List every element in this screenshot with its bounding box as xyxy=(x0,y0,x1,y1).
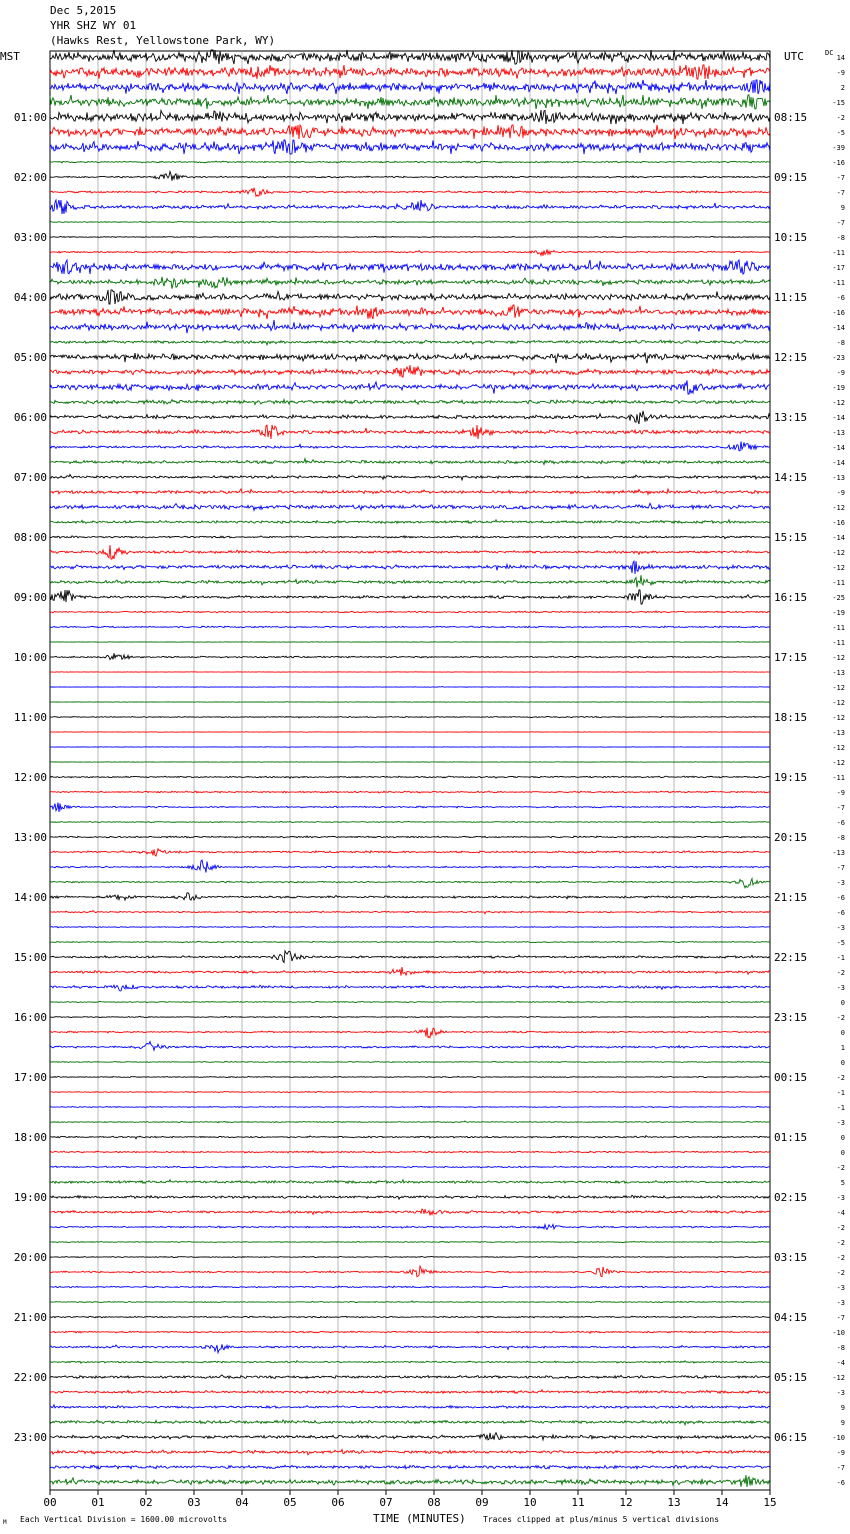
seismic-trace xyxy=(50,400,770,405)
dc-offset-value: -14 xyxy=(832,444,845,452)
seismic-trace xyxy=(50,520,770,524)
dc-offset-value: -11 xyxy=(832,774,845,782)
seismic-trace xyxy=(50,941,770,942)
dc-offset-value: -7 xyxy=(836,189,845,197)
dc-offset-value: -7 xyxy=(836,804,845,812)
dc-offset-value: 2 xyxy=(840,84,845,92)
seismic-trace xyxy=(50,791,770,793)
seismic-trace xyxy=(50,1405,770,1409)
seismic-trace xyxy=(50,1286,770,1288)
seismic-trace xyxy=(50,249,770,255)
seismic-trace xyxy=(50,380,770,394)
seismic-trace xyxy=(50,260,770,274)
right-hour-label: 18:15 xyxy=(774,711,808,724)
dc-offset-value: -14 xyxy=(832,459,845,467)
dc-offset-value: -13 xyxy=(832,669,845,677)
dc-offset-value: -12 xyxy=(832,714,845,722)
dc-offset-value: -10 xyxy=(832,1329,845,1337)
dc-offset-value: -2 xyxy=(836,1164,845,1172)
dc-offset-value: -9 xyxy=(836,69,845,77)
left-hour-label: 22:00 xyxy=(13,1371,47,1384)
seismic-trace xyxy=(50,110,770,124)
left-hour-label: 11:00 xyxy=(13,711,47,724)
seismic-trace xyxy=(50,1028,770,1038)
dc-offset-value: -13 xyxy=(832,474,845,482)
x-tick-label: 13 xyxy=(667,1496,681,1509)
left-hour-label: 02:00 xyxy=(13,171,47,184)
dc-offset-value: -12 xyxy=(832,684,845,692)
seismic-trace xyxy=(50,1433,770,1440)
right-hour-label: 13:15 xyxy=(774,411,808,424)
seismic-trace xyxy=(50,672,770,673)
dc-offset-value: -9 xyxy=(836,489,845,497)
dc-offset-value: -5 xyxy=(836,129,845,137)
dc-offset-value: -2 xyxy=(836,969,845,977)
seismic-trace xyxy=(50,1375,770,1379)
seismic-trace xyxy=(50,320,770,333)
seismic-trace xyxy=(50,340,770,345)
left-hour-label: 14:00 xyxy=(13,891,47,904)
right-hour-label: 06:15 xyxy=(774,1431,808,1444)
seismic-trace xyxy=(50,277,770,289)
seismic-trace xyxy=(50,626,770,628)
left-hour-label: 18:00 xyxy=(13,1131,47,1144)
right-hour-label: 01:15 xyxy=(774,1131,808,1144)
dc-offset-value: 9 xyxy=(840,204,845,212)
right-hour-label: 19:15 xyxy=(774,771,808,784)
seismic-trace xyxy=(50,475,770,480)
dc-offset-value: -8 xyxy=(836,339,845,347)
seismic-trace xyxy=(50,236,770,237)
dc-offset-value: -9 xyxy=(836,1449,845,1457)
dc-offset-value: -23 xyxy=(832,354,845,362)
seismic-trace xyxy=(50,836,770,838)
seismic-trace xyxy=(50,1390,770,1394)
seismic-trace xyxy=(50,489,770,494)
dc-offset-value: -6 xyxy=(836,819,845,827)
seismic-trace xyxy=(50,1091,770,1092)
left-hour-label: 06:00 xyxy=(13,411,47,424)
seismic-trace xyxy=(50,161,770,163)
seismic-trace xyxy=(50,611,770,613)
dc-offset-value: -14 xyxy=(832,324,845,332)
seismic-trace xyxy=(50,879,770,888)
x-tick-label: 00 xyxy=(43,1496,57,1509)
seismic-trace xyxy=(50,1209,770,1215)
x-axis-title: TIME (MINUTES) xyxy=(373,1512,466,1525)
seismic-trace xyxy=(50,545,770,559)
dc-offset-value: 0 xyxy=(840,1134,845,1142)
left-hour-label: 16:00 xyxy=(13,1011,47,1024)
seismic-trace xyxy=(50,1344,770,1352)
dc-offset-value: -19 xyxy=(832,384,845,392)
dc-offset-value: -6 xyxy=(836,1479,845,1487)
right-hour-label: 12:15 xyxy=(774,351,808,364)
seismic-trace xyxy=(50,561,770,574)
seismic-trace xyxy=(50,911,770,914)
seismic-trace xyxy=(50,687,770,688)
dc-offset-value: -2 xyxy=(836,1239,845,1247)
seismic-trace xyxy=(50,716,770,717)
dc-offset-value: -7 xyxy=(836,1464,845,1472)
dc-offset-value: -11 xyxy=(832,639,845,647)
seismic-trace xyxy=(50,1076,770,1078)
seismic-trace xyxy=(50,732,770,733)
x-tick-label: 04 xyxy=(235,1496,249,1509)
left-hour-label: 23:00 xyxy=(13,1431,47,1444)
dc-offset-header: DC xyxy=(825,49,834,57)
dc-offset-value: -11 xyxy=(832,279,845,287)
dc-offset-value: -3 xyxy=(836,1194,845,1202)
x-tick-label: 08 xyxy=(427,1496,441,1509)
dc-offset-value: -10 xyxy=(832,1434,845,1442)
seismic-trace xyxy=(50,1257,770,1258)
dc-offset-value: -12 xyxy=(832,549,845,557)
dc-offset-value: -12 xyxy=(832,744,845,752)
dc-offset-value: -3 xyxy=(836,879,845,887)
dc-offset-value: -6 xyxy=(836,294,845,302)
dc-offset-value: -12 xyxy=(832,699,845,707)
seismic-trace xyxy=(50,290,770,304)
clipping-note: Traces clipped at plus/minus 5 vertical divisions xyxy=(483,1515,720,1524)
dc-offset-value: -12 xyxy=(832,759,845,767)
right-hour-label: 10:15 xyxy=(774,231,808,244)
seismic-trace xyxy=(50,893,770,900)
right-hour-label: 23:15 xyxy=(774,1011,808,1024)
seismic-trace xyxy=(50,1316,770,1318)
dc-offset-value: 9 xyxy=(840,1419,845,1427)
seismic-trace xyxy=(50,1420,770,1425)
x-tick-label: 11 xyxy=(571,1496,585,1509)
seismic-trace xyxy=(50,1331,770,1333)
left-hour-label: 05:00 xyxy=(13,351,47,364)
seismic-trace xyxy=(50,1136,770,1139)
dc-offset-value: -3 xyxy=(836,1299,845,1307)
vertical-scale-note: Each Vertical Division = 1600.00 microvolts xyxy=(20,1515,228,1524)
dc-offset-value: -9 xyxy=(836,789,845,797)
dc-offset-value: -4 xyxy=(836,1209,845,1217)
seismic-trace xyxy=(50,776,770,778)
left-hour-label: 09:00 xyxy=(13,591,47,604)
left-hour-label: 10:00 xyxy=(13,651,47,664)
x-tick-label: 15 xyxy=(763,1496,777,1509)
dc-offset-value: -9 xyxy=(836,369,845,377)
right-hour-label: 00:15 xyxy=(774,1071,808,1084)
seismic-trace xyxy=(50,822,770,823)
seismic-trace xyxy=(50,1266,770,1277)
dc-offset-value: -7 xyxy=(836,864,845,872)
dc-offset-value: -1 xyxy=(836,1089,845,1097)
seismic-trace xyxy=(50,985,770,991)
dc-offset-value: -12 xyxy=(832,654,845,662)
left-hour-label: 04:00 xyxy=(13,291,47,304)
left-hour-label: 01:00 xyxy=(13,111,47,124)
seismic-trace xyxy=(50,926,770,928)
right-hour-label: 20:15 xyxy=(774,831,808,844)
dc-offset-value: -2 xyxy=(836,114,845,122)
seismic-trace xyxy=(50,1106,770,1107)
seismic-trace xyxy=(50,1450,770,1455)
seismic-trace xyxy=(50,80,770,94)
seismic-trace xyxy=(50,1166,770,1168)
dc-offset-value: 0 xyxy=(840,1149,845,1157)
dc-offset-value: -3 xyxy=(836,1389,845,1397)
dc-offset-value: -14 xyxy=(832,534,845,542)
seismic-trace xyxy=(50,1241,770,1242)
right-hour-label: 02:15 xyxy=(774,1191,808,1204)
seismic-trace xyxy=(50,503,770,510)
dc-offset-value: -12 xyxy=(832,504,845,512)
x-tick-label: 09 xyxy=(475,1496,489,1509)
seismic-trace xyxy=(50,849,770,856)
dc-offset-value: -3 xyxy=(836,1119,845,1127)
seismic-trace xyxy=(50,967,770,976)
seismic-trace xyxy=(50,50,770,64)
dc-offset-value: -1 xyxy=(836,954,845,962)
x-tick-label: 14 xyxy=(715,1496,729,1509)
seismic-trace xyxy=(50,747,770,748)
left-hour-label: 21:00 xyxy=(13,1311,47,1324)
dc-offset-value: -2 xyxy=(836,1014,845,1022)
dc-offset-value: 5 xyxy=(840,1179,845,1187)
seismic-trace xyxy=(50,1121,770,1123)
seismic-trace xyxy=(50,65,770,79)
right-hour-label: 14:15 xyxy=(774,471,808,484)
left-timezone-label: MST xyxy=(0,50,20,63)
seismic-trace xyxy=(50,305,770,319)
dc-offset-value: -39 xyxy=(832,144,845,152)
dc-offset-value: -6 xyxy=(836,909,845,917)
seismic-trace xyxy=(50,1180,770,1184)
dc-offset-value: -13 xyxy=(832,849,845,857)
dc-offset-value: -6 xyxy=(836,894,845,902)
dc-offset-value: -13 xyxy=(832,729,845,737)
dc-offset-value: -4 xyxy=(836,1359,845,1367)
x-tick-label: 07 xyxy=(379,1496,393,1509)
dc-offset-value: -2 xyxy=(836,1254,845,1262)
left-hour-label: 17:00 xyxy=(13,1071,47,1084)
dc-offset-value: -7 xyxy=(836,1314,845,1322)
dc-offset-value: -7 xyxy=(836,219,845,227)
right-hour-label: 21:15 xyxy=(774,891,808,904)
seismic-trace xyxy=(50,1195,770,1199)
dc-offset-value: -3 xyxy=(836,984,845,992)
left-hour-label: 07:00 xyxy=(13,471,47,484)
right-timezone-label: UTC xyxy=(784,50,804,63)
right-hour-label: 22:15 xyxy=(774,951,808,964)
seismic-trace xyxy=(50,459,770,465)
plot-date: Dec 5,2015 xyxy=(50,4,117,17)
dc-offset-value: -15 xyxy=(832,99,845,107)
station-location: (Hawks Rest, Yellowstone Park, WY) xyxy=(50,34,276,47)
dc-offset-value: -16 xyxy=(832,159,845,167)
dc-offset-value: -12 xyxy=(832,1374,845,1382)
right-hour-label: 03:15 xyxy=(774,1251,808,1264)
x-tick-label: 05 xyxy=(283,1496,297,1509)
dc-offset-value: -16 xyxy=(832,309,845,317)
left-hour-label: 20:00 xyxy=(13,1251,47,1264)
dc-offset-value: 1 xyxy=(840,1044,845,1052)
seismic-trace xyxy=(50,860,770,873)
seismic-trace xyxy=(50,641,770,642)
left-hour-label: 08:00 xyxy=(13,531,47,544)
right-hour-label: 17:15 xyxy=(774,651,808,664)
dc-offset-value: -2 xyxy=(836,1269,845,1277)
x-tick-label: 02 xyxy=(139,1496,153,1509)
seismic-trace xyxy=(50,1475,770,1487)
seismic-trace xyxy=(50,1016,770,1017)
dc-offset-value: -13 xyxy=(832,429,845,437)
dc-offset-value: -17 xyxy=(832,264,845,272)
dc-offset-value: 9 xyxy=(840,1404,845,1412)
seismic-trace xyxy=(50,140,770,154)
dc-offset-value: -19 xyxy=(832,609,845,617)
seismic-trace xyxy=(50,353,770,364)
x-tick-label: 10 xyxy=(523,1496,537,1509)
dc-offset-value: -16 xyxy=(832,519,845,527)
seismic-trace xyxy=(50,803,770,812)
seismic-trace xyxy=(50,411,770,424)
dc-offset-value: -8 xyxy=(836,834,845,842)
left-hour-label: 12:00 xyxy=(13,771,47,784)
right-hour-label: 16:15 xyxy=(774,591,808,604)
station-code: YHR SHZ WY 01 xyxy=(50,19,137,32)
dc-offset-value: -8 xyxy=(836,234,845,242)
dc-offset-value: -11 xyxy=(832,579,845,587)
footer-mark: M xyxy=(3,1519,7,1526)
seismic-trace xyxy=(50,200,770,214)
dc-offset-value: 14 xyxy=(836,54,845,62)
seismic-trace xyxy=(50,365,770,377)
seismic-trace xyxy=(50,1061,770,1062)
dc-offset-value: -3 xyxy=(836,924,845,932)
dc-offset-value: -25 xyxy=(832,594,845,602)
left-hour-label: 19:00 xyxy=(13,1191,47,1204)
seismic-trace xyxy=(50,590,770,604)
dc-offset-value: -14 xyxy=(832,414,845,422)
seismic-trace xyxy=(50,95,770,109)
left-hour-label: 03:00 xyxy=(13,231,47,244)
seismic-trace xyxy=(50,221,770,222)
seismic-trace xyxy=(50,1224,770,1229)
seismic-trace xyxy=(50,425,770,439)
dc-offset-value: -5 xyxy=(836,939,845,947)
dc-offset-value: -2 xyxy=(836,1074,845,1082)
seismic-trace xyxy=(50,188,770,197)
seismic-trace xyxy=(50,1151,770,1153)
x-tick-label: 01 xyxy=(91,1496,105,1509)
left-hour-label: 15:00 xyxy=(13,951,47,964)
right-hour-label: 15:15 xyxy=(774,531,808,544)
seismic-trace xyxy=(50,951,770,963)
dc-offset-value: 0 xyxy=(840,1029,845,1037)
x-tick-label: 06 xyxy=(331,1496,345,1509)
dc-offset-value: -11 xyxy=(832,249,845,257)
seismic-trace xyxy=(50,1042,770,1051)
seismic-trace xyxy=(50,536,770,539)
seismic-trace xyxy=(50,1301,770,1303)
seismic-trace xyxy=(50,1361,770,1364)
dc-offset-value: -8 xyxy=(836,1344,845,1352)
seismic-trace xyxy=(50,702,770,703)
seismic-trace xyxy=(50,1465,770,1469)
seismic-trace xyxy=(50,1001,770,1002)
seismic-trace xyxy=(50,441,770,450)
x-tick-label: 12 xyxy=(619,1496,633,1509)
right-hour-label: 11:15 xyxy=(774,291,808,304)
dc-offset-value: -3 xyxy=(836,1284,845,1292)
seismic-trace xyxy=(50,125,770,139)
right-hour-label: 08:15 xyxy=(774,111,808,124)
seismic-trace xyxy=(50,575,770,587)
dc-offset-value: -2 xyxy=(836,1224,845,1232)
dc-offset-value: -1 xyxy=(836,1104,845,1112)
x-tick-label: 03 xyxy=(187,1496,201,1509)
dc-offset-value: -11 xyxy=(832,624,845,632)
left-hour-label: 13:00 xyxy=(13,831,47,844)
right-hour-label: 09:15 xyxy=(774,171,808,184)
right-hour-label: 05:15 xyxy=(774,1371,808,1384)
seismic-trace xyxy=(50,653,770,659)
dc-offset-value: -12 xyxy=(832,564,845,572)
seismic-trace xyxy=(50,762,770,763)
right-hour-label: 04:15 xyxy=(774,1311,808,1324)
dc-offset-value: 0 xyxy=(840,1059,845,1067)
dc-offset-value: -12 xyxy=(832,399,845,407)
seismic-trace xyxy=(50,172,770,181)
dc-offset-value: -7 xyxy=(836,174,845,182)
dc-offset-value: 0 xyxy=(840,999,845,1007)
